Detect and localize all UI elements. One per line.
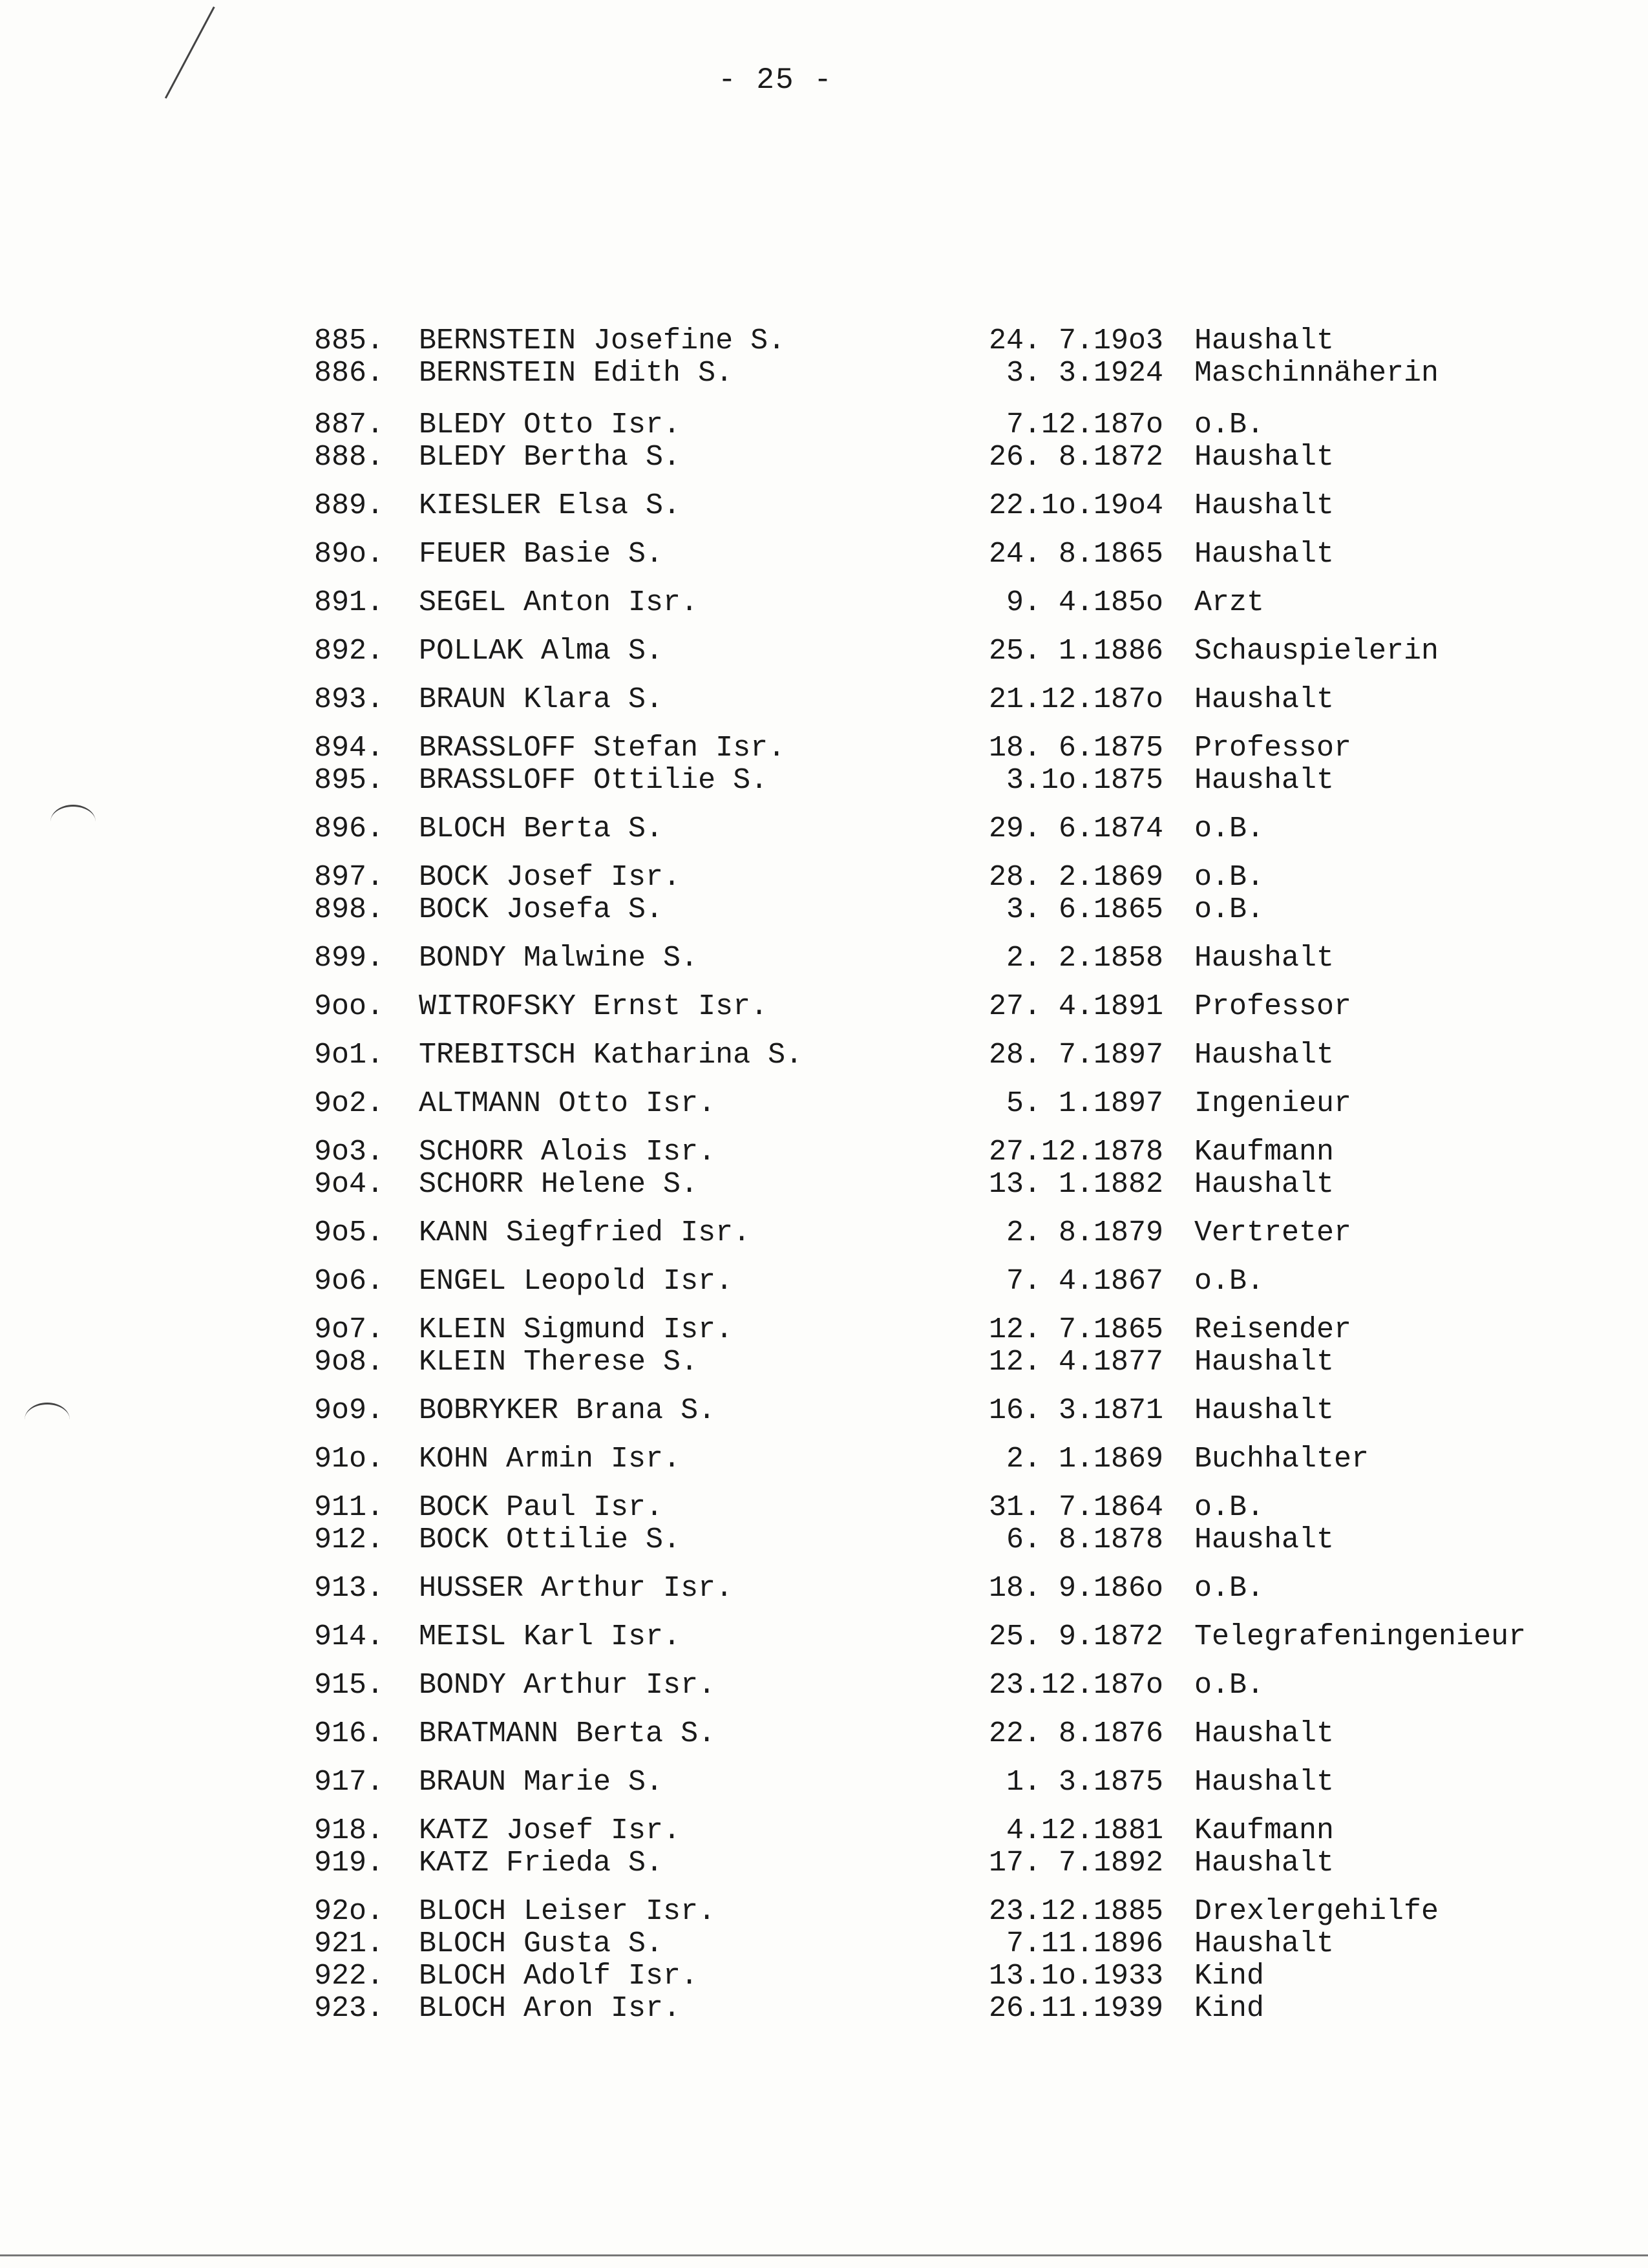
occupation: Haushalt bbox=[1194, 1766, 1335, 1799]
person-name: SCHORR Helene S. bbox=[419, 1168, 699, 1201]
birth-date: 22. 8.1876 bbox=[988, 1717, 1163, 1750]
occupation: Haushalt bbox=[1194, 1168, 1335, 1201]
occupation: Haushalt bbox=[1194, 683, 1335, 716]
person-name: KATZ Frieda S. bbox=[419, 1847, 664, 1880]
person-name: BRASSLOFF Ottilie S. bbox=[419, 764, 768, 797]
person-name: KLEIN Therese S. bbox=[419, 1346, 699, 1379]
birth-date: 7. 4.1867 bbox=[1006, 1265, 1163, 1298]
occupation: o.B. bbox=[1194, 861, 1265, 894]
entry-number: 886. bbox=[314, 357, 385, 390]
occupation: o.B. bbox=[1194, 408, 1265, 441]
occupation: Haushalt bbox=[1194, 324, 1335, 357]
person-name: KIESLER Elsa S. bbox=[419, 489, 681, 522]
occupation: Professor bbox=[1194, 990, 1352, 1023]
birth-date: 18. 9.186o bbox=[988, 1572, 1163, 1605]
person-name: SEGEL Anton Isr. bbox=[419, 586, 699, 619]
birth-date: 5. 1.1897 bbox=[1006, 1087, 1163, 1120]
entry-number: 899. bbox=[314, 942, 385, 975]
person-name: BOCK Ottilie S. bbox=[419, 1523, 681, 1556]
birth-date: 3. 6.1865 bbox=[1006, 893, 1163, 926]
entry-number: 9o3. bbox=[314, 1136, 385, 1169]
birth-date: 7.12.187o bbox=[1006, 408, 1163, 441]
entry-number: 888. bbox=[314, 441, 385, 474]
person-name: BOCK Josef Isr. bbox=[419, 861, 681, 894]
birth-date: 17. 7.1892 bbox=[988, 1847, 1163, 1880]
birth-date: 12. 4.1877 bbox=[988, 1346, 1163, 1379]
birth-date: 6. 8.1878 bbox=[1006, 1523, 1163, 1556]
entry-number: 918. bbox=[314, 1814, 385, 1847]
birth-date: 27. 4.1891 bbox=[988, 990, 1163, 1023]
birth-date: 18. 6.1875 bbox=[988, 732, 1163, 765]
birth-date: 2. 2.1858 bbox=[1006, 942, 1163, 975]
person-name: BLEDY Otto Isr. bbox=[419, 408, 681, 441]
person-name: BRAUN Marie S. bbox=[419, 1766, 664, 1799]
person-name: HUSSER Arthur Isr. bbox=[419, 1572, 734, 1605]
occupation: Kind bbox=[1194, 1992, 1265, 2025]
entry-number: 916. bbox=[314, 1717, 385, 1750]
page-number: - 25 - bbox=[718, 63, 833, 97]
birth-date: 27.12.1878 bbox=[988, 1136, 1163, 1169]
birth-date: 26.11.1939 bbox=[988, 1992, 1163, 2025]
person-name: BOCK Paul Isr. bbox=[419, 1491, 664, 1524]
entry-number: 914. bbox=[314, 1620, 385, 1653]
person-name: KANN Siegfried Isr. bbox=[419, 1216, 751, 1249]
birth-date: 4.12.1881 bbox=[1006, 1814, 1163, 1847]
birth-date: 23.12.1885 bbox=[988, 1895, 1163, 1928]
entry-number: 9o8. bbox=[314, 1346, 385, 1379]
birth-date: 24. 8.1865 bbox=[988, 538, 1163, 571]
person-name: POLLAK Alma S. bbox=[419, 635, 664, 668]
birth-date: 22.1o.19o4 bbox=[988, 489, 1163, 522]
person-name: KLEIN Sigmund Isr. bbox=[419, 1313, 734, 1346]
entry-number: 923. bbox=[314, 1992, 385, 2025]
occupation: Haushalt bbox=[1194, 1346, 1335, 1379]
person-name: BLOCH Berta S. bbox=[419, 812, 664, 845]
birth-date: 26. 8.1872 bbox=[988, 441, 1163, 474]
entry-number: 89o. bbox=[314, 538, 385, 571]
occupation: Schauspielerin bbox=[1194, 635, 1439, 668]
page-bottom-edge bbox=[0, 2254, 1648, 2256]
entry-number: 92o. bbox=[314, 1895, 385, 1928]
birth-date: 13. 1.1882 bbox=[988, 1168, 1163, 1201]
occupation: Haushalt bbox=[1194, 441, 1335, 474]
occupation: Buchhalter bbox=[1194, 1443, 1369, 1476]
person-name: BERNSTEIN Edith S. bbox=[419, 357, 734, 390]
entry-number: 892. bbox=[314, 635, 385, 668]
occupation: Kind bbox=[1194, 1960, 1265, 1993]
occupation: Maschinnäherin bbox=[1194, 357, 1439, 390]
entry-number: 915. bbox=[314, 1669, 385, 1702]
occupation: Haushalt bbox=[1194, 1927, 1335, 1960]
birth-date: 21.12.187o bbox=[988, 683, 1163, 716]
occupation: Haushalt bbox=[1194, 1717, 1335, 1750]
entry-number: 913. bbox=[314, 1572, 385, 1605]
birth-date: 1. 3.1875 bbox=[1006, 1766, 1163, 1799]
birth-date: 23.12.187o bbox=[988, 1669, 1163, 1702]
entry-number: 896. bbox=[314, 812, 385, 845]
birth-date: 9. 4.185o bbox=[1006, 586, 1163, 619]
entry-number: 912. bbox=[314, 1523, 385, 1556]
occupation: Kaufmann bbox=[1194, 1814, 1335, 1847]
person-name: KATZ Josef Isr. bbox=[419, 1814, 681, 1847]
margin-hole-mark bbox=[25, 1403, 70, 1437]
entry-number: 9o1. bbox=[314, 1039, 385, 1072]
person-name: FEUER Basie S. bbox=[419, 538, 664, 571]
entry-number: 9o4. bbox=[314, 1168, 385, 1201]
entry-number: 9o7. bbox=[314, 1313, 385, 1346]
birth-date: 28. 2.1869 bbox=[988, 861, 1163, 894]
birth-date: 31. 7.1864 bbox=[988, 1491, 1163, 1524]
entry-number: 911. bbox=[314, 1491, 385, 1524]
person-name: BLEDY Bertha S. bbox=[419, 441, 681, 474]
person-name: TREBITSCH Katharina S. bbox=[419, 1039, 803, 1072]
person-name: WITROFSKY Ernst Isr. bbox=[419, 990, 768, 1023]
entry-number: 887. bbox=[314, 408, 385, 441]
person-name: BONDY Arthur Isr. bbox=[419, 1669, 716, 1702]
birth-date: 7.11.1896 bbox=[1006, 1927, 1163, 1960]
person-name: BLOCH Leiser Isr. bbox=[419, 1895, 716, 1928]
entry-number: 894. bbox=[314, 732, 385, 765]
person-name: BOCK Josefa S. bbox=[419, 893, 664, 926]
occupation: o.B. bbox=[1194, 1572, 1265, 1605]
birth-date: 25. 1.1886 bbox=[988, 635, 1163, 668]
occupation: o.B. bbox=[1194, 1669, 1265, 1702]
occupation: Drexlergehilfe bbox=[1194, 1895, 1439, 1928]
person-name: ENGEL Leopold Isr. bbox=[419, 1265, 734, 1298]
entry-number: 921. bbox=[314, 1927, 385, 1960]
person-name: BLOCH Gusta S. bbox=[419, 1927, 664, 1960]
entry-number: 895. bbox=[314, 764, 385, 797]
occupation: Reisender bbox=[1194, 1313, 1352, 1346]
occupation: Kaufmann bbox=[1194, 1136, 1335, 1169]
birth-date: 29. 6.1874 bbox=[988, 812, 1163, 845]
person-name: BERNSTEIN Josefine S. bbox=[419, 324, 786, 357]
entry-number: 9o2. bbox=[314, 1087, 385, 1120]
birth-date: 24. 7.19o3 bbox=[988, 324, 1163, 357]
person-name: BONDY Malwine S. bbox=[419, 942, 699, 975]
occupation: Telegrafeningenieur bbox=[1194, 1620, 1527, 1653]
occupation: Haushalt bbox=[1194, 942, 1335, 975]
occupation: Haushalt bbox=[1194, 538, 1335, 571]
person-name: BLOCH Adolf Isr. bbox=[419, 1960, 699, 1993]
person-name: BLOCH Aron Isr. bbox=[419, 1992, 681, 2025]
person-name: MEISL Karl Isr. bbox=[419, 1620, 681, 1653]
person-name: BRASSLOFF Stefan Isr. bbox=[419, 732, 786, 765]
entry-number: 885. bbox=[314, 324, 385, 357]
birth-date: 2. 8.1879 bbox=[1006, 1216, 1163, 1249]
birth-date: 3.1o.1875 bbox=[1006, 764, 1163, 797]
entry-number: 893. bbox=[314, 683, 385, 716]
occupation: Haushalt bbox=[1194, 1039, 1335, 1072]
person-name: KOHN Armin Isr. bbox=[419, 1443, 681, 1476]
pen-stroke-mark bbox=[165, 6, 215, 99]
person-name: ALTMANN Otto Isr. bbox=[419, 1087, 716, 1120]
birth-date: 28. 7.1897 bbox=[988, 1039, 1163, 1072]
person-name: SCHORR Alois Isr. bbox=[419, 1136, 716, 1169]
entry-number: 917. bbox=[314, 1766, 385, 1799]
entry-number: 9o5. bbox=[314, 1216, 385, 1249]
occupation: Haushalt bbox=[1194, 489, 1335, 522]
birth-date: 2. 1.1869 bbox=[1006, 1443, 1163, 1476]
person-name: BRAUN Klara S. bbox=[419, 683, 664, 716]
entry-number: 919. bbox=[314, 1847, 385, 1880]
occupation: o.B. bbox=[1194, 893, 1265, 926]
entry-number: 891. bbox=[314, 586, 385, 619]
birth-date: 25. 9.1872 bbox=[988, 1620, 1163, 1653]
entry-number: 897. bbox=[314, 861, 385, 894]
occupation: o.B. bbox=[1194, 1491, 1265, 1524]
occupation: Haushalt bbox=[1194, 1523, 1335, 1556]
birth-date: 16. 3.1871 bbox=[988, 1394, 1163, 1427]
occupation: Vertreter bbox=[1194, 1216, 1352, 1249]
entry-number: 898. bbox=[314, 893, 385, 926]
birth-date: 12. 7.1865 bbox=[988, 1313, 1163, 1346]
birth-date: 13.1o.1933 bbox=[988, 1960, 1163, 1993]
occupation: Ingenieur bbox=[1194, 1087, 1352, 1120]
birth-date: 3. 3.1924 bbox=[1006, 357, 1163, 390]
person-name: BRATMANN Berta S. bbox=[419, 1717, 716, 1750]
person-name: BOBRYKER Brana S. bbox=[419, 1394, 716, 1427]
occupation: Arzt bbox=[1194, 586, 1265, 619]
occupation: Haushalt bbox=[1194, 1847, 1335, 1880]
occupation: o.B. bbox=[1194, 812, 1265, 845]
occupation: Professor bbox=[1194, 732, 1352, 765]
entry-number: 91o. bbox=[314, 1443, 385, 1476]
occupation: Haushalt bbox=[1194, 1394, 1335, 1427]
entry-number: 889. bbox=[314, 489, 385, 522]
margin-hole-mark bbox=[50, 805, 96, 839]
entry-number: 9o9. bbox=[314, 1394, 385, 1427]
occupation: o.B. bbox=[1194, 1265, 1265, 1298]
entry-number: 9oo. bbox=[314, 990, 385, 1023]
occupation: Haushalt bbox=[1194, 764, 1335, 797]
entry-number: 9o6. bbox=[314, 1265, 385, 1298]
entry-number: 922. bbox=[314, 1960, 385, 1993]
